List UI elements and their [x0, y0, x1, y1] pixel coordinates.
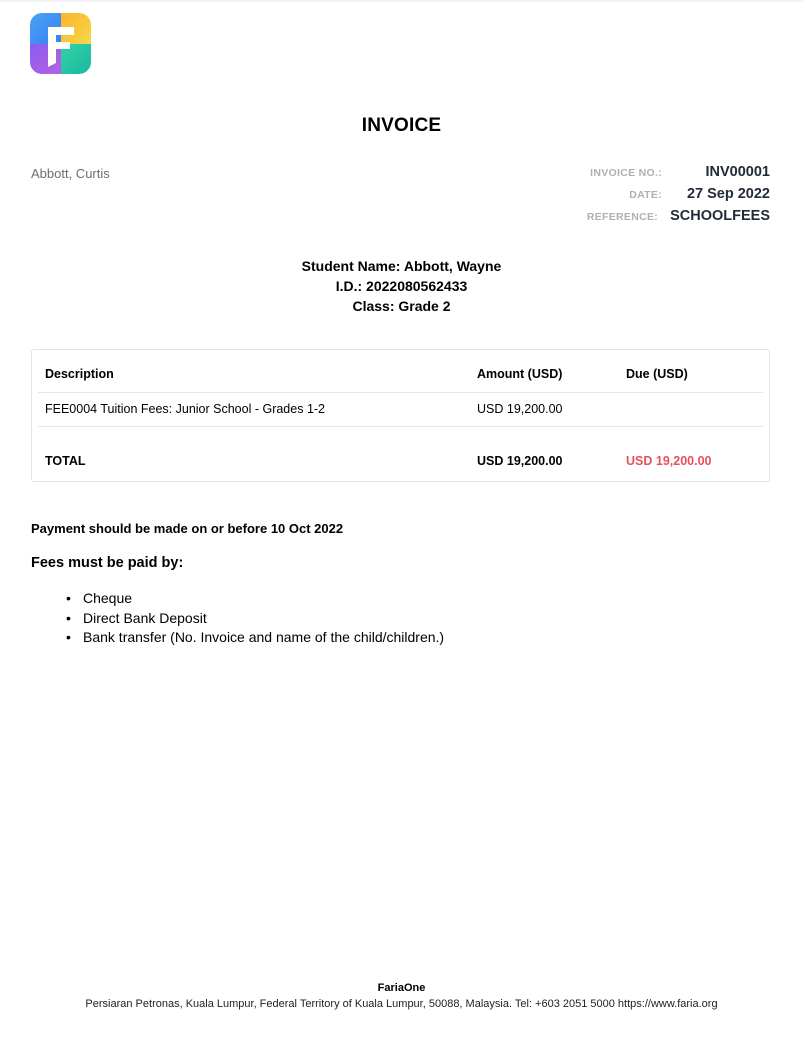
list-item [66, 589, 444, 609]
invoice-title: INVOICE [361, 115, 442, 136]
payment-method-bank-deposit: Direct Bank Deposit [83, 609, 207, 626]
student-name: Student Name: Abbott, Wayne [301, 258, 502, 274]
faria-logo-icon [30, 13, 91, 74]
invoice-number-label: INVOICE NO.: [590, 167, 662, 179]
invoice-reference-label: REFERENCE: [586, 211, 659, 223]
payment-methods-list [66, 589, 444, 648]
row-description: FEE0004 Tuition Fees: Junior School - Grades 1-2 [45, 402, 326, 416]
bill-to-name: Abbott, Curtis [31, 166, 110, 181]
invoice-reference-row [538, 208, 770, 230]
invoice-meta [538, 164, 770, 230]
bullet-icon: • [66, 629, 71, 645]
bullet-icon: • [66, 590, 71, 606]
total-amount: USD 19,200.00 [477, 454, 563, 468]
payment-methods-heading: Fees must be paid by: [31, 555, 184, 571]
header-due: Due (USD) [626, 367, 688, 381]
row-amount: USD 19,200.00 [477, 402, 563, 416]
invoice-reference-value: SCHOOLFEES [670, 208, 770, 224]
invoice-date-label: DATE: [629, 189, 662, 201]
payment-due-note: Payment should be made on or before 10 Oct 2022 [31, 521, 344, 536]
list-item [66, 609, 444, 629]
total-due: USD 19,200.00 [626, 454, 712, 468]
bullet-icon: • [66, 609, 71, 626]
invoice-date-row [538, 186, 770, 208]
student-class: Class: Grade 2 [352, 298, 451, 314]
total-label: TOTAL [45, 454, 86, 468]
footer-company: FariaOne [377, 982, 426, 994]
fees-table [31, 349, 770, 482]
header-divider [38, 392, 763, 393]
footer [0, 981, 803, 1013]
payment-method-bank-transfer: Bank transfer (No. Invoice and name of the child/children.) [83, 629, 445, 645]
list-item [66, 628, 444, 648]
payment-method-cheque: Cheque [83, 590, 133, 606]
row-divider [38, 426, 763, 427]
invoice-number-value: INV00001 [705, 164, 770, 180]
footer-address: Persiaran Petronas, Kuala Lumpur, Federal Territory of Kuala Lumpur, 50088, Malaysia. Tel: +603 2051 5000 https://www.faria.org [85, 998, 718, 1010]
header-amount: Amount (USD) [477, 367, 563, 381]
top-border [0, 0, 803, 2]
student-id: I.D.: 2022080562433 [335, 278, 468, 294]
invoice-number-row [538, 164, 770, 186]
student-info [0, 256, 803, 316]
header-description: Description [45, 367, 114, 381]
invoice-date-value: 27 Sep 2022 [686, 186, 770, 202]
